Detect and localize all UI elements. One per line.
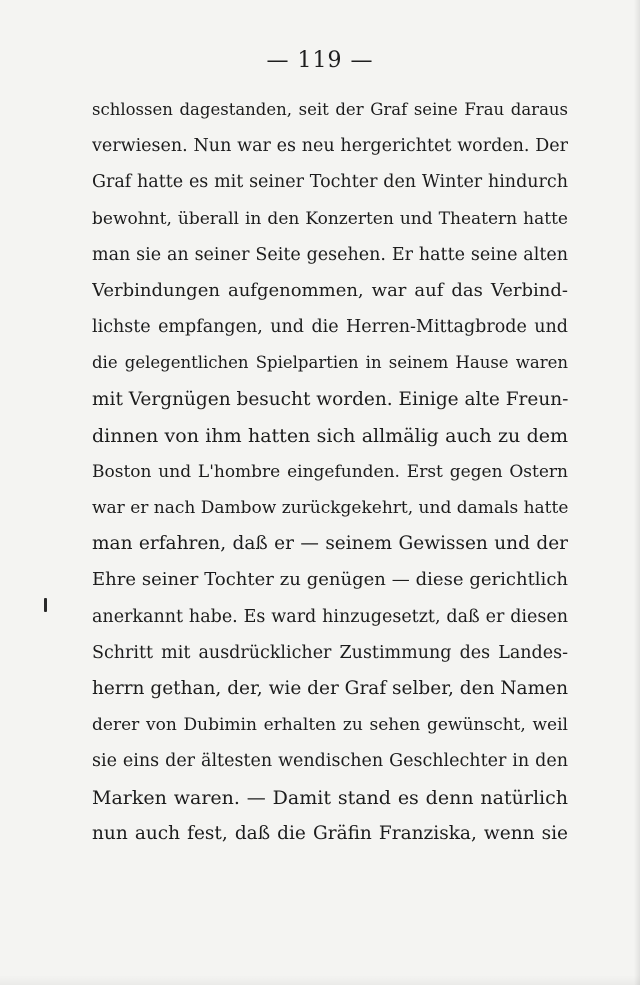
text-line: verwiesen. Nun war es neu hergerichtet worden. Der: [92, 136, 568, 157]
text-line: Marken waren. — Damit stand es denn natürlich: [92, 786, 568, 809]
text-line: schlossen dagestanden, seit der Graf seine Frau daraus: [92, 100, 568, 119]
text-line: Boston und L'hombre eingefunden. Erst gegen Ostern: [92, 461, 568, 482]
text-line: Verbindungen aufgenommen, war auf das Verbind-: [92, 279, 568, 301]
text-line: Graf hatte es mit seiner Tochter den Winter hindurch: [92, 172, 568, 193]
text-line: man erfahren, daß er — seinem Gewissen und der: [92, 533, 568, 555]
text-line: sie eins der ältesten wendischen Geschlechter in den: [92, 751, 568, 772]
text-line: die gelegentlichen Spielpartien in seinem Hause waren: [92, 353, 568, 373]
text-line: lichste empfangen, und die Herren-Mittagbrode und: [92, 317, 568, 338]
text-line: Ehre seiner Tochter zu genügen — diese gerichtlich: [92, 569, 568, 591]
margin-mark: [44, 598, 47, 612]
page-number: — 119 —: [266, 48, 374, 73]
page-bottom-edge: [0, 975, 640, 985]
text-line: mit Vergnügen besucht worden. Einige alte Freun-: [92, 388, 568, 410]
text-line: war er nach Dambow zurückgekehrt, und damals hatte: [92, 498, 568, 519]
text-line: derer von Dubimin erhalten zu sehen gewünscht, weil: [92, 715, 568, 736]
text-line: bewohnt, überall in den Konzerten und Theatern hatte: [92, 208, 568, 229]
text-line: nun auch fest, daß die Gräfin Franziska, wenn sie: [92, 822, 568, 844]
text-line: man sie an seiner Seite gesehen. Er hatte seine alten: [92, 244, 568, 265]
text-line: dinnen von ihm hatten sich allmälig auch zu dem: [92, 424, 568, 447]
text-line: Schritt mit ausdrücklicher Zustimmung des Landes-: [92, 642, 568, 663]
page-edge-shadow: [634, 0, 640, 985]
text-body: [92, 92, 568, 852]
text-line: anerkannt habe. Es ward hinzugesetzt, daß er diesen: [92, 606, 568, 627]
text-line: herrn gethan, der, wie der Graf selber, den Namen: [92, 678, 568, 699]
